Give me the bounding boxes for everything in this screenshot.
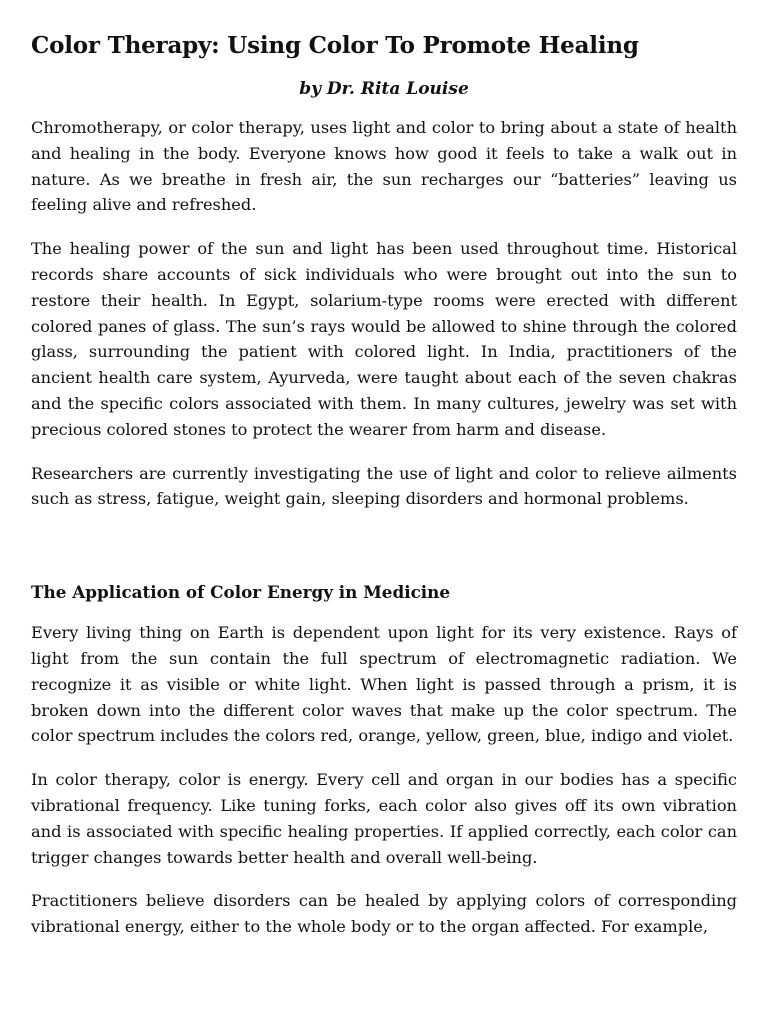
document-title: Color Therapy: Using Color To Promote Healing bbox=[31, 32, 639, 59]
light-spectrum-paragraph: Every living thing on Earth is dependent upon light for its very existence. Rays of light from the sun contain the full spectrum of electromagnetic radiation. We recognize it as visible or white light. When light is passed through a prism, it is broken down into the different color waves that make up the color spectrum. The color spectrum includes the colors red, orange, yellow, green, blue, indigo and violet. bbox=[31, 623, 737, 746]
color-energy-paragraph: In color therapy, color is energy. Every cell and organ in our bodies has a specific vibrational frequency. Like tuning forks, each color also gives off its own vibration and is associated with specific healing properties. If applied correctly, each color can trigger changes towards better health and overall well-being. bbox=[31, 770, 737, 867]
intro-paragraph: Chromotherapy, or color therapy, uses light and color to bring about a state of health and healing in the body. Everyone knows how good it feels to take a walk out in nature. As we breathe in fresh air, the sun recharges our “batteries” leaving us feeling alive and refreshed. bbox=[31, 118, 737, 215]
research-paragraph: Researchers are currently investigating the use of light and color to relieve ailments such as stress, fatigue, weight gain, sleeping disorders and hormonal problems. bbox=[31, 463, 737, 509]
author-byline: by Dr. Rita Louise bbox=[299, 79, 469, 99]
section-heading: The Application of Color Energy in Medicine bbox=[31, 582, 451, 603]
history-paragraph: The healing power of the sun and light has been used throughout time. Historical records share accounts of sick individuals who were brought out into the sun to restore their health. In Egypt, solarium-type rooms were erected with different colored panes of glass. The sun’s rays would be allowed to shine through the colored glass, surrounding the patient with colored light. In India, practitioners of the ancient health care system, Ayurveda, were taught about each of the seven chakras and the specific colors associated with them. In many cultures, jewelry was set with precious colored stones to protect the wearer from harm and disease. bbox=[31, 239, 737, 439]
practitioners-paragraph: Practitioners believe disorders can be healed by applying colors of corresponding vibrational energy, either to the whole body or to the organ affected. For example, bbox=[31, 891, 737, 937]
